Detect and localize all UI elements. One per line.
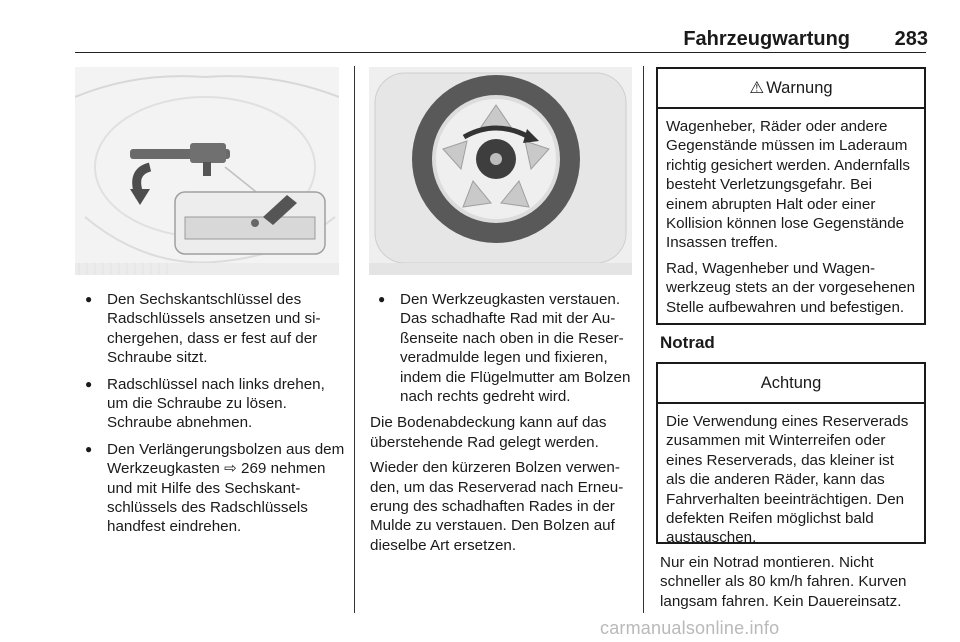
- paragraph: Nur ein Notrad montieren. Nicht schneller als 80 km/h fahren. Kurven langsam fahren. Kein Dauereinsatz.: [660, 554, 907, 610]
- column-1-text: [77, 290, 345, 544]
- bullet-text: Den Verlängerungsbolzen aus dem Werkzeugkasten: [107, 440, 345, 478]
- bullet-item: [77, 440, 345, 537]
- wrench-illustration: [75, 67, 339, 275]
- column-3-text: [660, 553, 926, 617]
- bullet-item: ● Den Werkzeugkasten verstauen. Das schadhafte Rad mit der Außenseite nach oben in die Reserveradmulde legen und fixieren, indem die Flügelmutter am Bolzen nach rechts gedreht wird.: [370, 290, 634, 406]
- spare-wheel-illustration: [369, 67, 632, 275]
- header-title: Fahrzeugwartung: [683, 28, 850, 50]
- caution-paragraph: Die Verwendung eines Reserverads zusammen mit Winterreifen oder eines Reserverads, das kleiner ist als die anderen Räder, kann das Fahrverhalten beeinträchtigen. Den defekten Reifen möglichst bald austauschen.: [666, 413, 909, 547]
- figure-wrench-on-bolt: [75, 67, 339, 275]
- caution-header: [658, 364, 924, 404]
- page-reference-icon: ⇨: [224, 460, 237, 478]
- section-heading-notrad: Notrad: [660, 333, 715, 352]
- warning-paragraph: Rad, Wagenheber und Wagenwerkzeug stets an der vorgesehenen Stelle aufbewahren und befestigen.: [666, 259, 916, 316]
- watermark: carmanualsonline.info: [600, 618, 780, 638]
- col1-bullet-list: [77, 290, 345, 537]
- bullet-text-continued: 269 nehmen und mit Hilfe des Sechskantschlüssels des Radschlüssels handfest eindrehen.: [107, 460, 326, 536]
- column-2-text: [370, 290, 634, 561]
- caution-title: Achtung: [760, 373, 822, 392]
- warning-title: Warnung: [766, 78, 833, 97]
- caution-box: [656, 362, 926, 547]
- warning-body: [658, 109, 924, 329]
- warning-header: [658, 69, 924, 109]
- warning-triangle-icon: ⚠: [749, 79, 765, 97]
- warning-paragraph: Wagenheber, Räder oder andere Gegenstände müssen im Laderaum richtig gesichert werden. Andernfalls besteht Verletzungsgefahr. Bei einem abrupten Halt oder einer Kollision können lose Gegenstände Insassen treffen.: [666, 118, 910, 252]
- paragraph: Die Bodenabdeckung kann auf das überstehende Rad gelegt werden.: [370, 414, 607, 451]
- bullet-item: ● Radschlüssel nach links drehen, um die Schraube zu lösen. Schraube abnehmen.: [77, 375, 345, 433]
- bullet-item: ● Den Sechskantschlüssel des Radschlüssels ansetzen und sichergehen, dass er fest auf der Schraube sitzt.: [77, 290, 345, 368]
- figure-spare-wheel: [369, 67, 632, 275]
- page-number: 283: [894, 28, 928, 50]
- column-divider-2: [643, 66, 644, 613]
- column-divider-1: [354, 66, 355, 613]
- warning-box: [656, 67, 926, 325]
- caution-body: [658, 404, 924, 560]
- header-rule: [75, 52, 926, 53]
- col2-bullet-list: [370, 290, 634, 406]
- paragraph: Wieder den kürzeren Bolzen verwenden, um das Reserverad nach Erneuerung des schadhaften Rades in der Mulde zu verstauen. Den Bolzen auf dieselbe Art ersetzen.: [370, 459, 624, 554]
